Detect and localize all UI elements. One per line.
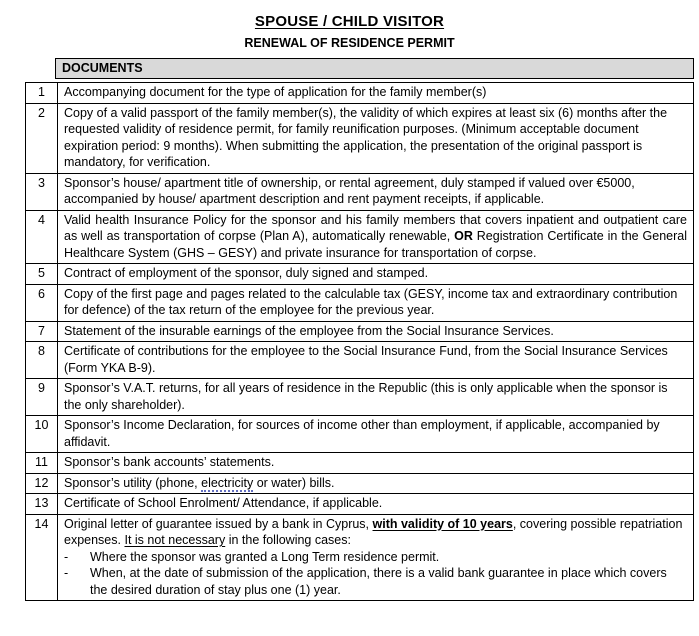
list-item: [64, 565, 687, 598]
table-row: [26, 416, 694, 453]
row-text-segment: Valid health Insurance Policy for the sponsor and his family members that covers inpatient and outpatient care as well as transportation of corpse (Plan A), automatically renewable,: [64, 212, 687, 243]
table-row: [26, 210, 694, 264]
row-text: Copy of a valid passport of the family member(s), the validity of which expires at least six (6) months after the requested validity of residence permit, for family reunification purposes. (Minimum acceptable document expiration period: 9 months). When submitting the application, the presentation of the original passport is mandatory, for verification.: [58, 103, 694, 173]
table-row: [26, 514, 694, 601]
spellcheck-marked-word: electricity: [201, 475, 254, 490]
row-text-segment: in the following cases:: [225, 533, 351, 547]
page-subtitle: RENEWAL OF RESIDENCE PERMIT: [244, 36, 455, 50]
row-text: Sponsor’s Income Declaration, for sources of income other than employment, if applicable, accompanied by affidavit.: [58, 416, 694, 453]
row-text-segment: Original letter of guarantee issued by a bank in Cyprus,: [64, 516, 373, 531]
dash-bullet: -: [64, 549, 69, 564]
row-text-paragraph: [64, 516, 687, 549]
row-text: Contract of employment of the sponsor, duly signed and stamped.: [58, 264, 694, 285]
row-number: 13: [26, 494, 58, 515]
row-number: 3: [26, 173, 58, 210]
list-item-text: Where the sponsor was granted a Long Term residence permit.: [90, 549, 440, 564]
row-number: 10: [26, 416, 58, 453]
row-text-segment: Registration Certificate in the General Healthcare System (GHS – GESY) and private insurance for transportation of corpse.: [64, 229, 687, 260]
documents-table: [25, 82, 694, 601]
row-number: 11: [26, 453, 58, 474]
row-text-segment: Sponsor’s utility (phone,: [64, 475, 202, 490]
row-text: Sponsor’s V.A.T. returns, for all years of residence in the Republic (this is only applicable when the sponsor is the only shareholder).: [58, 379, 694, 416]
row-text-segment-bold-underline: with validity of 10 years: [372, 516, 513, 531]
row-text: [58, 514, 694, 601]
list-item-text: When, at the date of submission of the application, there is a valid bank guarantee in place which covers the desired duration of stay plus one (1) year.: [90, 566, 667, 597]
table-row: [26, 284, 694, 321]
list-item: [64, 549, 687, 566]
table-row: [26, 103, 694, 173]
row-number: 6: [26, 284, 58, 321]
table-row: [26, 379, 694, 416]
row-number: 12: [26, 473, 58, 494]
table-row: [26, 453, 694, 474]
row-text: Copy of the first page and pages related to the calculable tax (GESY, income tax and extraordinary contribution for defence) of the tax return of the employee for the previous year.: [58, 284, 694, 321]
row-text-segment: , covering possible repatriation expenses.: [64, 516, 683, 547]
row-number: 1: [26, 83, 58, 104]
row-text: Certificate of contributions for the employee to the Social Insurance Fund, from the Social Insurance Services (Form YKA B-9).: [58, 342, 694, 379]
table-row: [26, 83, 694, 104]
row-text-segment-underline: It is not necessary: [124, 533, 226, 547]
row-text: Accompanying document for the type of application for the family member(s): [58, 83, 694, 104]
table-row: [26, 473, 694, 494]
row-number: 14: [26, 514, 58, 601]
table-row: [26, 494, 694, 515]
row-text: [58, 473, 694, 494]
table-row: [26, 321, 694, 342]
row-text: Statement of the insurable earnings of the employee from the Social Insurance Services.: [58, 321, 694, 342]
dash-bullet: -: [64, 566, 69, 580]
row-text-segment-bold: OR: [454, 229, 473, 243]
row-number: 7: [26, 321, 58, 342]
documents-header: DOCUMENTS: [55, 58, 694, 79]
row-number: 5: [26, 264, 58, 285]
row-number: 4: [26, 210, 58, 264]
row-text: Sponsor’s bank accounts’ statements.: [58, 453, 694, 474]
table-row: [26, 342, 694, 379]
row-number: 8: [26, 342, 58, 379]
row-text-segment: or water) bills.: [253, 475, 335, 490]
row-text: Sponsor’s house/ apartment title of ownership, or rental agreement, duly stamped if valued over €5000, accompanied by house/ apartment description and rent payment receipts, if applicable.: [58, 173, 694, 210]
row-number: 2: [26, 103, 58, 173]
table-row: [26, 173, 694, 210]
row-text: [58, 210, 694, 264]
page-title: SPOUSE / CHILD VISITOR: [254, 13, 445, 30]
row-number: 9: [26, 379, 58, 416]
table-row: [26, 264, 694, 285]
row-text: Certificate of School Enrolment/ Attendance, if applicable.: [58, 494, 694, 515]
